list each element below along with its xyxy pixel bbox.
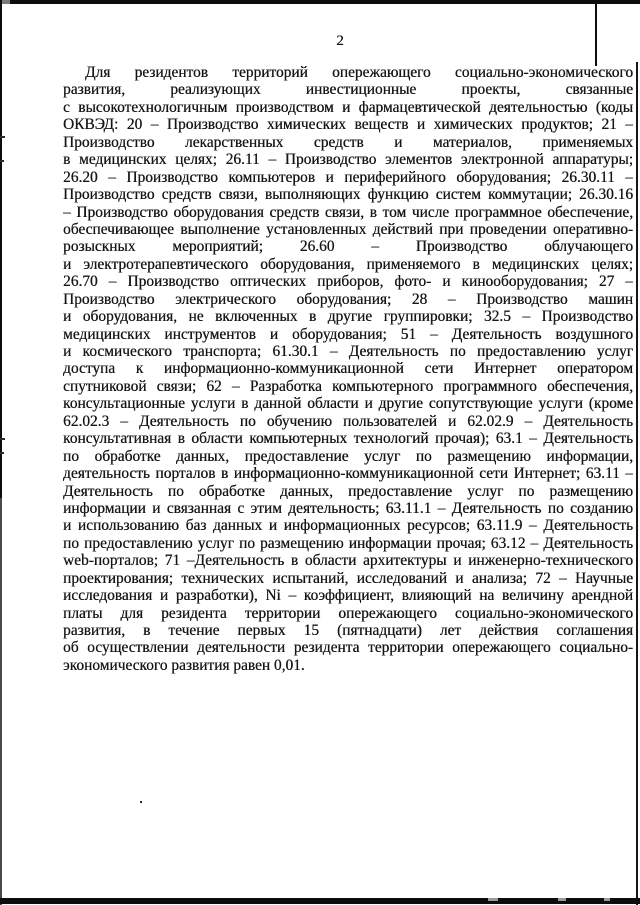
paragraph-line: розыскных мероприятий; 26.60 – Производство облучающего: [63, 238, 633, 256]
paragraph-line: web-порталов; 71 –Деятельность в области архитектуры и инженерно-технического: [63, 552, 633, 570]
paragraph-line: Производство электрического оборудования; 28 – Производство машин: [63, 290, 633, 308]
scan-right-edge-line: [636, 62, 638, 905]
paragraph-line: доступа к информационно-коммуникационной сети Интернет оператором: [63, 360, 633, 378]
paragraph-line: консультационные услуги в данной области и другие сопутствующие услуги (кроме: [63, 395, 633, 413]
scan-right-edge-line-top: [595, 0, 597, 66]
paragraph-line: консультативная в области компьютерных технологий прочая); 63.1 – Деятельность: [63, 430, 633, 448]
scan-noise: [0, 452, 4, 454]
paragraph-line: исследования и разработки), Ni – коэффициент, влияющий на величину арендной: [63, 587, 633, 605]
paragraph-line: платы для резидента территории опережающего социально-экономического: [63, 604, 633, 622]
paragraph-line: обеспечивающее выполнение установленных действий при проведении оперативно-: [63, 220, 633, 238]
paragraph-line: в медицинских целях; 26.11 – Производство элементов электронной аппаратуры;: [63, 151, 633, 169]
paragraph-line: спутниковой связи; 62 – Разработка компьютерного программного обеспечения,: [63, 377, 633, 395]
page-number: 2: [336, 33, 344, 49]
paragraph-line: по предоставлению услуг по размещению информации прочая; 63.12 – Деятельность: [63, 534, 633, 552]
paragraph-line: Производство средств связи, выполняющих функцию систем коммутации; 26.30.16: [63, 186, 633, 204]
paragraph-line: ОКВЭД: 20 – Производство химических веществ и химических продуктов; 21 –: [63, 116, 633, 134]
paragraph-line: экономического развития равен 0,01.: [63, 656, 305, 674]
paragraph-line: развития, реализующих инвестиционные проекты, связанные: [63, 81, 633, 99]
paragraph-line: и космического транспорта; 61.30.1 – Деятельность по предоставлению услуг: [63, 343, 633, 360]
body-paragraph: [63, 64, 633, 674]
scan-noise: [0, 160, 4, 162]
scan-noise: [0, 136, 5, 138]
paragraph-line: развития, в течение первых 15 (пятнадцати) лет действия соглашения: [63, 622, 633, 639]
scan-noise: [488, 898, 498, 901]
paragraph-line: и электротерапевтического оборудования, применяемого в медицинских целях;: [63, 255, 633, 273]
paragraph-line: с высокотехнологичным производством и фармацевтической деятельностью (коды: [63, 98, 633, 116]
paragraph-line: 26.20 – Производство компьютеров и периферийного оборудования; 26.30.11 –: [63, 168, 633, 186]
paragraph-line: деятельность порталов в информационно-коммуникационной сети Интернет; 63.11 –: [63, 465, 633, 483]
scan-noise: [0, 438, 5, 440]
paragraph-line: – Производство оборудования средств связи, в том числе программное обеспечение,: [63, 203, 633, 221]
paragraph-line: 26.70 – Производство оптических приборов, фото- и кинооборудования; 27 –: [63, 273, 633, 291]
paragraph-line: проектирования; технических испытаний, исследований и анализа; 72 – Научные: [63, 569, 633, 587]
paragraph-line: и использованию баз данных и информационных ресурсов; 63.11.9 – Деятельность: [63, 517, 633, 535]
scan-noise: [558, 898, 566, 901]
scan-top-bar: [0, 0, 640, 4]
scan-noise: [604, 898, 610, 901]
paragraph-line: Для резидентов территорий опережающего социально-экономического: [85, 64, 633, 81]
paragraph-line: и оборудования, не включенных в другие группировки; 32.5 – Производство: [63, 308, 633, 326]
paragraph-line: информации и связанная с этим деятельность; 63.11.1 – Деятельность по созданию: [63, 499, 633, 517]
paragraph-line: Деятельность по обработке данных, предоставление услуг по размещению: [63, 482, 633, 500]
paragraph-line: 62.02.3 – Деятельность по обучению пользователей и 62.02.9 – Деятельность: [63, 412, 633, 430]
paragraph-line: медицинских инструментов и оборудования; 51 – Деятельность воздушного: [63, 325, 633, 343]
paragraph-line: об осуществлении деятельности резидента территории опережающего социально-: [63, 639, 633, 657]
paragraph-line: по обработке данных, предоставление услуг по размещению информации,: [63, 447, 633, 465]
paragraph-line: Производство лекарственных средств и материалов, применяемых: [63, 133, 633, 151]
scan-bottom-bar: [0, 898, 640, 904]
scan-noise: [140, 801, 142, 803]
